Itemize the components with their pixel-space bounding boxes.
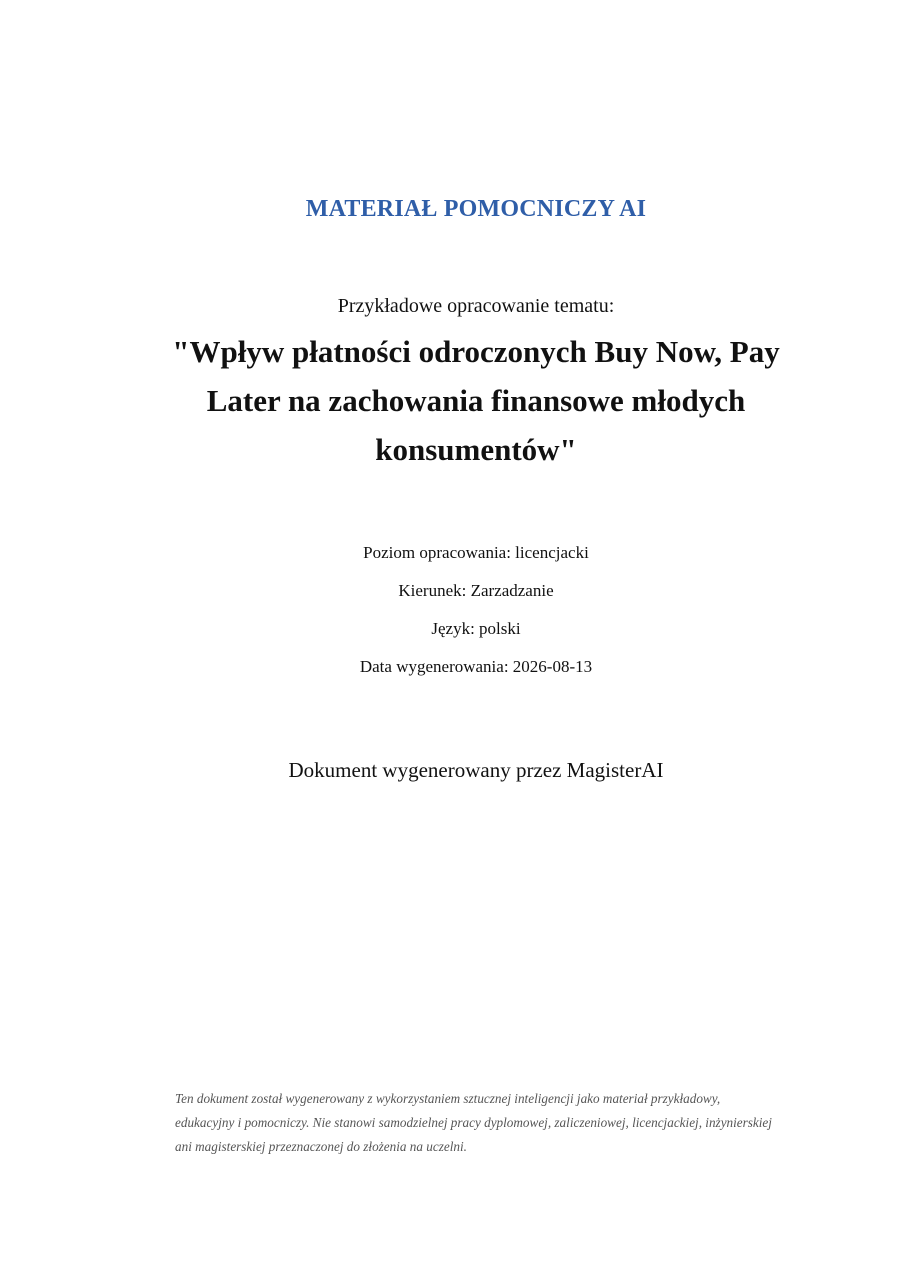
meta-generated-date: Data wygenerowania: 2026-08-13 (359, 657, 593, 676)
document-title: "Wpływ płatności odroczonych Buy Now, Pay Later na zachowania finansowe młodych konsumentów" (172, 334, 780, 467)
document-header-label: MATERIAŁ POMOCNICZY AI (305, 196, 647, 222)
disclaimer-text: Ten dokument został wygenerowany z wykorzystaniem sztucznej inteligencji jako materiał przykładowy, edukacyjny i pomocniczy. Nie stanowi samodzielnej pracy dyplomowej, zaliczeniowej, licencjackiej, inżynierskiej ani magisterskiej przeznaczonej do złożenia na uczelni. (175, 1091, 772, 1154)
document-subtitle: Przykładowe opracowanie tematu: (337, 295, 615, 317)
meta-field: Kierunek: Zarzadzanie (398, 581, 554, 600)
meta-level: Poziom opracowania: licencjacki (363, 543, 589, 562)
meta-language: Język: polski (431, 619, 521, 638)
generated-by-text: Dokument wygenerowany przez MagisterAI (288, 758, 664, 782)
document-meta (0, 543, 910, 695)
